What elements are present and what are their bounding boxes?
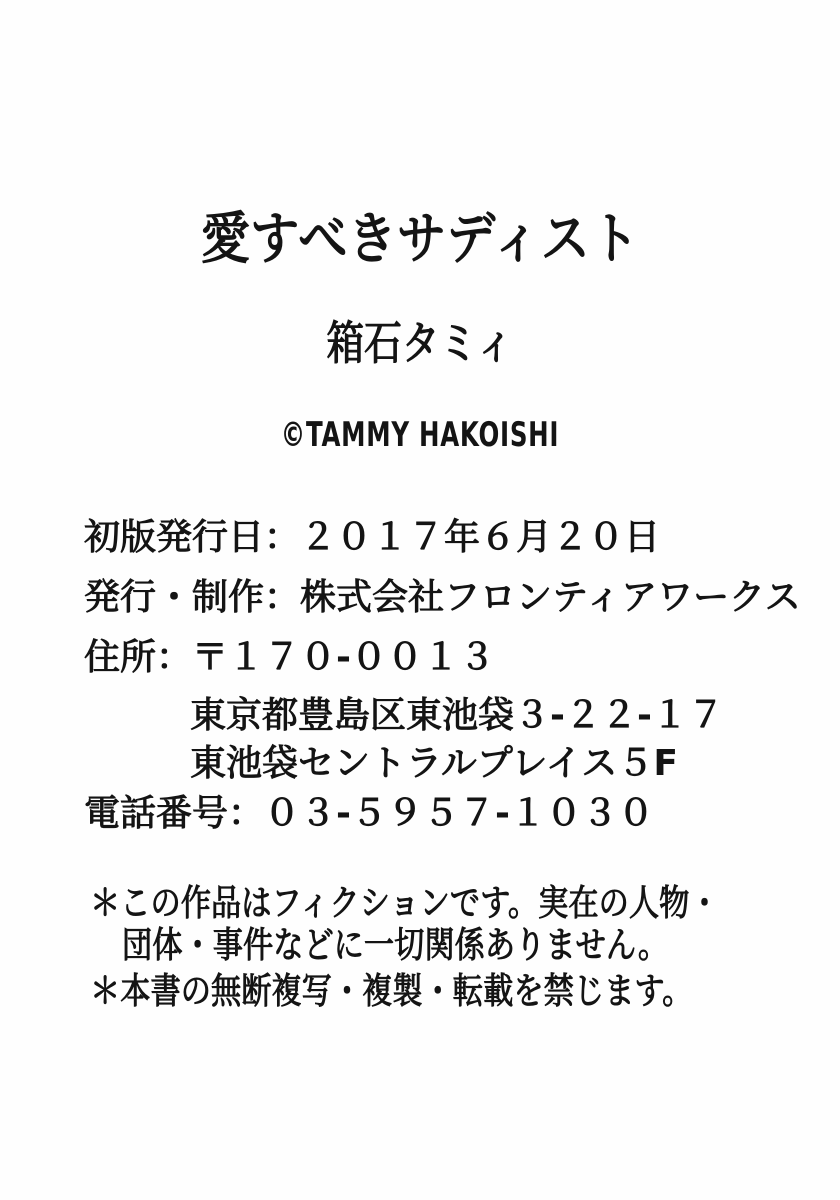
address-building-line: 東池袋セントラルプレイス５F <box>190 743 678 784</box>
phone-number-line: 電話番号：０３-５９５７-１０３０ <box>84 793 654 834</box>
address-street-line: 東京都豊島区東池袋３-２２-１７ <box>190 695 724 736</box>
publisher-line: 発行・制作：株式会社フロンティアワークス <box>84 577 801 618</box>
first-edition-date-line: 初版発行日：２０１７年６月２０日 <box>84 517 661 558</box>
book-title: 愛すべきサディスト <box>200 207 640 272</box>
fiction-disclaimer-line-2: 団体・事件などに一切関係ありません。 <box>122 925 669 966</box>
author-name: 箱石タミィ <box>326 316 514 370</box>
address-postal-code-line: 住所：〒１７０-００１３ <box>84 637 495 678</box>
copy-prohibition-line: ＊本書の無断複写・複製・転載を禁じます。 <box>90 971 693 1012</box>
fiction-disclaimer-line-1: ＊この作品はフィクションです。実在の人物・ <box>90 883 720 924</box>
copyright-notice: ©TAMMY HAKOISHI <box>280 415 560 455</box>
